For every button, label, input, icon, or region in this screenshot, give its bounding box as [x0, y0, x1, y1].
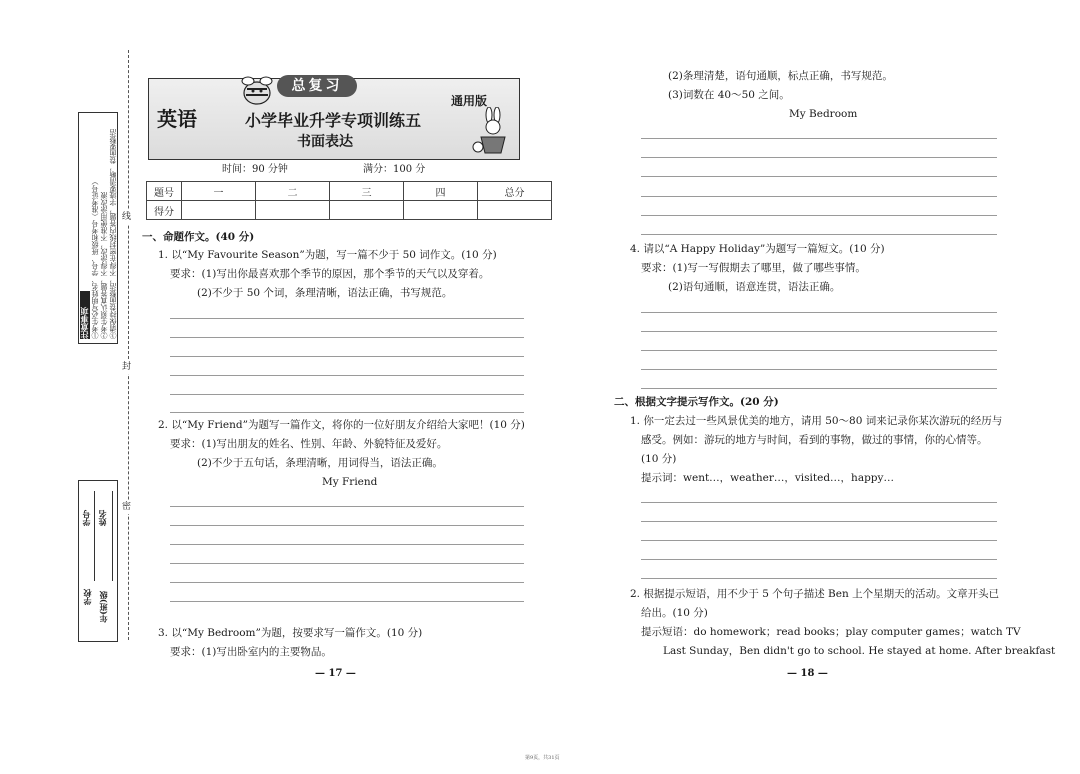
page-title: 小学毕业升学专项训练五	[245, 111, 422, 130]
field-id: 学号	[81, 510, 91, 526]
table-row	[147, 201, 552, 220]
writing-line[interactable]	[170, 563, 524, 564]
writing-line[interactable]	[170, 506, 524, 507]
writing-line[interactable]	[641, 196, 997, 197]
question-requirement: (2)语句通顺，语意连贯，语法正确。	[668, 281, 841, 293]
writing-line[interactable]	[641, 138, 997, 139]
binding-sidebar	[66, 50, 130, 640]
score-cell: 一	[182, 182, 256, 201]
header-banner	[148, 78, 520, 160]
section-heading: 一、命题作文。(40 分)	[142, 231, 255, 243]
question-requirement: (2)不少于五句话，条理清晰，用词得当，语法正确。	[197, 457, 443, 469]
question-text: 给出。(10 分)	[641, 607, 708, 619]
writing-line[interactable]	[641, 521, 997, 522]
field-class: 年(班)级	[98, 591, 108, 623]
seal-line	[128, 50, 129, 640]
question-text: 感受。例如：游玩的地方与时间，看到的事物，做过的事情，你的心情等。	[641, 434, 988, 446]
table-row	[147, 182, 552, 201]
score-input-cell[interactable]	[256, 201, 330, 220]
notice-label: 注意事项	[80, 291, 90, 339]
score-cell: 得分	[147, 201, 182, 220]
score-cell: 二	[256, 182, 330, 201]
writing-line[interactable]	[641, 350, 997, 351]
score-cell: 三	[330, 182, 404, 201]
writing-line[interactable]	[641, 502, 997, 503]
rabbit-icon	[471, 107, 515, 155]
question-requirement: 要求：(1)写一写假期去了哪里，做了哪些事情。	[641, 262, 866, 274]
seal-char: 封	[122, 362, 132, 372]
score-input-cell[interactable]	[330, 201, 404, 220]
score-input-cell[interactable]	[404, 201, 478, 220]
question-text: (10 分)	[641, 453, 677, 465]
question-title: 1. 以“My Favourite Season”为题，写一篇不少于 50 词作文。(10 分)	[158, 249, 497, 261]
essay-start: Last Sunday，Ben didn't go to school. He stayed at home. After breakfast	[663, 645, 1056, 657]
exam-time: 时间：90 分钟	[222, 164, 288, 175]
page-number: — 18 —	[787, 668, 828, 679]
score-input-cell[interactable]	[478, 201, 552, 220]
section-heading: 二、根据文字提示写作文。(20 分)	[614, 396, 779, 408]
question-title: 1. 你一定去过一些风景优美的地方，请用 50～80 词来记录你某次游玩的经历与	[630, 415, 1003, 427]
score-cell: 总分	[478, 182, 552, 201]
notice-item: ①考生必写明姓名、学号、班级和考号（准考证号）	[91, 178, 99, 339]
question-title: 2. 以“My Friend”为题写一篇作文，将你的一位好朋友介绍给大家吧！(10 分)	[158, 419, 525, 431]
bee-icon	[237, 73, 277, 107]
writing-line[interactable]	[641, 578, 997, 579]
field-name: 姓名	[97, 510, 107, 526]
writing-line[interactable]	[641, 540, 997, 541]
writing-line[interactable]	[170, 318, 524, 319]
question-requirement: 要求：(1)写出卧室内的主要物品。	[170, 646, 332, 658]
page-footer: 第9页，共31页	[525, 755, 560, 761]
writing-line[interactable]	[641, 331, 997, 332]
review-badge: 总复习	[277, 75, 357, 97]
writing-line[interactable]	[170, 394, 524, 395]
writing-line[interactable]	[170, 375, 524, 376]
question-requirement: 要求：(1)写出你最喜欢那个季节的原因，那个季节的天气以及穿着。	[170, 268, 490, 280]
subject-title: 英语	[157, 107, 197, 131]
score-cell: 题号	[147, 182, 182, 201]
question-title: 2. 根据提示短语，用不少于 5 个句子描述 Ben 上个星期天的活动。文章开头已	[630, 588, 1000, 600]
question-requirement: 要求：(1)写出朋友的姓名、性别、年龄、外貌特征及爱好。	[170, 438, 448, 450]
writing-line[interactable]	[641, 215, 997, 216]
seal-char: 密	[122, 502, 132, 512]
question-requirement: (2)不少于 50 个词，条理清晰，语法正确，书写规范。	[197, 287, 453, 299]
writing-line[interactable]	[641, 369, 997, 370]
writing-line[interactable]	[170, 356, 524, 357]
page-number: — 17 —	[315, 668, 356, 679]
question-title: 4. 请以“A Happy Holiday”为题写一篇短文。(10 分)	[630, 243, 885, 255]
writing-line[interactable]	[641, 234, 997, 235]
writing-line[interactable]	[170, 544, 524, 545]
writing-line[interactable]	[641, 559, 997, 560]
score-cell: 四	[404, 182, 478, 201]
notice-item: ②考生须认真答题，不得涂改，不准使用涂改液	[100, 192, 108, 339]
writing-line[interactable]	[641, 388, 997, 389]
essay-heading: My Bedroom	[789, 108, 858, 120]
writing-line[interactable]	[170, 525, 524, 526]
writing-line[interactable]	[170, 582, 524, 583]
notice-item: ③请保持卷面整洁，不得在密封线内答题，字迹要清晰，卷面要整洁	[109, 129, 117, 339]
hint-words: 提示词：went…，weather…，visited…，happy…	[641, 472, 894, 484]
writing-line[interactable]	[641, 176, 997, 177]
page-subtitle: 书面表达	[297, 134, 353, 150]
seal-char: 线	[122, 212, 132, 222]
hint-phrases: 提示短语：do homework；read books；play computer games；watch TV	[641, 626, 1021, 638]
essay-heading: My Friend	[322, 476, 378, 488]
writing-line[interactable]	[170, 337, 524, 338]
writing-line[interactable]	[170, 601, 524, 602]
writing-line[interactable]	[641, 312, 997, 313]
question-requirement: (2)条理清楚，语句通顺，标点正确，书写规范。	[668, 70, 893, 82]
edition-label: 通用版	[451, 94, 488, 108]
question-title: 3. 以“My Bedroom”为题，按要求写一篇作文。(10 分)	[158, 627, 423, 639]
score-table	[146, 181, 552, 220]
notice-box	[78, 112, 118, 344]
writing-line[interactable]	[641, 157, 997, 158]
fields-box-2	[78, 480, 116, 640]
score-input-cell[interactable]	[182, 201, 256, 220]
full-score: 满分：100 分	[363, 164, 426, 175]
writing-line[interactable]	[170, 412, 524, 413]
question-requirement: (3)词数在 40～50 之间。	[668, 89, 790, 101]
field-school: 学校	[82, 589, 92, 605]
